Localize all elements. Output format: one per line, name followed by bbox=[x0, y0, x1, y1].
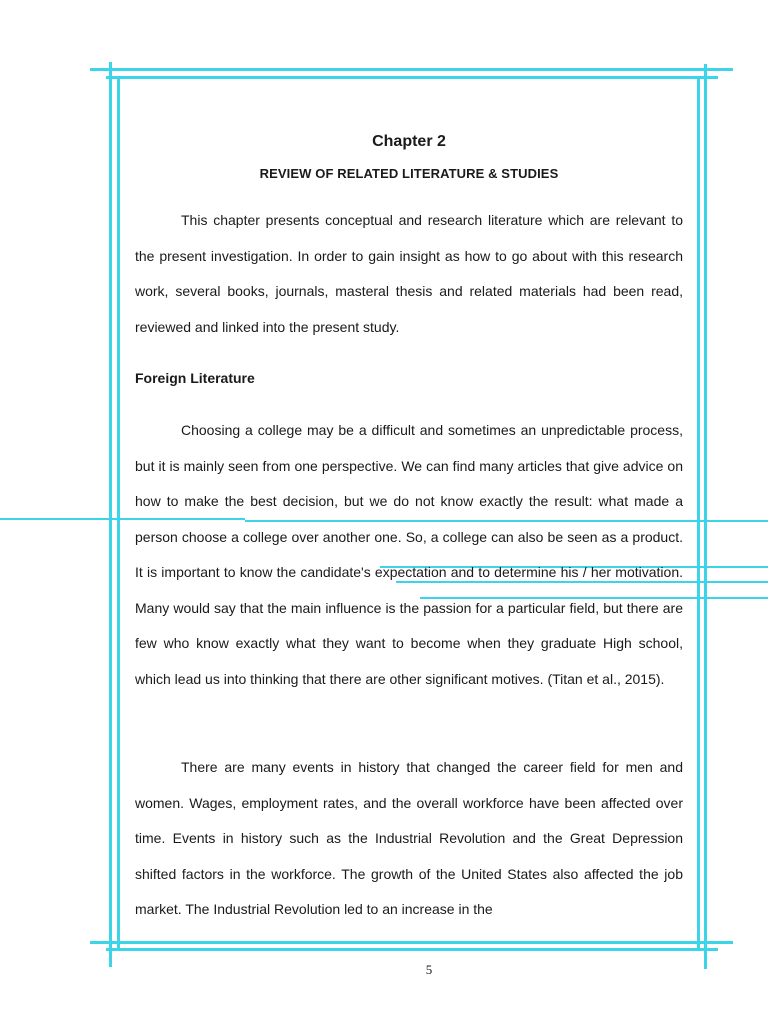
section-heading: Foreign Literature bbox=[135, 370, 255, 386]
border-left-rule-outer bbox=[117, 78, 120, 950]
border-right-rule-inner bbox=[697, 78, 700, 950]
paragraph-choosing-college: Choosing a college may be a difficult and sometimes an unpredictable process, but it is mainly seen from one perspective. We can find many articles that give advice on how to make the best decision, but we do not know exactly the result: what made a person choose a college over another one. So, a college can also be seen as a product. It is important to know the candidate's expectation and to determine his / her motivation. Many would say that the main influence is the passion for a particular field, but there are few who know exactly what they want to become when they graduate High school, which lead us into thinking that there are other significant motives. (Titan et al., 2015). bbox=[135, 422, 683, 687]
chapter-subtitle: REVIEW OF RELATED LITERATURE & STUDIES bbox=[259, 166, 559, 181]
border-bottom-rule-inner bbox=[106, 948, 718, 951]
border-left-rule bbox=[109, 62, 112, 967]
border-right-rule bbox=[704, 64, 707, 969]
border-bottom-rule bbox=[90, 941, 733, 944]
intro-paragraph: This chapter presents conceptual and research literature which are relevant to the present investigation. In order to gain insight as how to go about with this research work, several books, journals, masteral thesis and related materials had been read, reviewed and linked into the present study. bbox=[135, 212, 683, 335]
border-top-rule-inner bbox=[106, 76, 718, 79]
paragraph-history-events: There are many events in history that changed the career field for men and women. Wages, employment rates, and the overall workforce have been affected over time. Events in history such as the Industrial Revolution and the Great Depression shifted factors in the workforce. The growth of the United States also affected the job market. The Industrial Revolution led to an increase in the bbox=[135, 759, 683, 917]
border-top-rule bbox=[90, 68, 733, 71]
page-number: 5 bbox=[425, 962, 433, 977]
chapter-title: Chapter 2 bbox=[372, 133, 446, 150]
